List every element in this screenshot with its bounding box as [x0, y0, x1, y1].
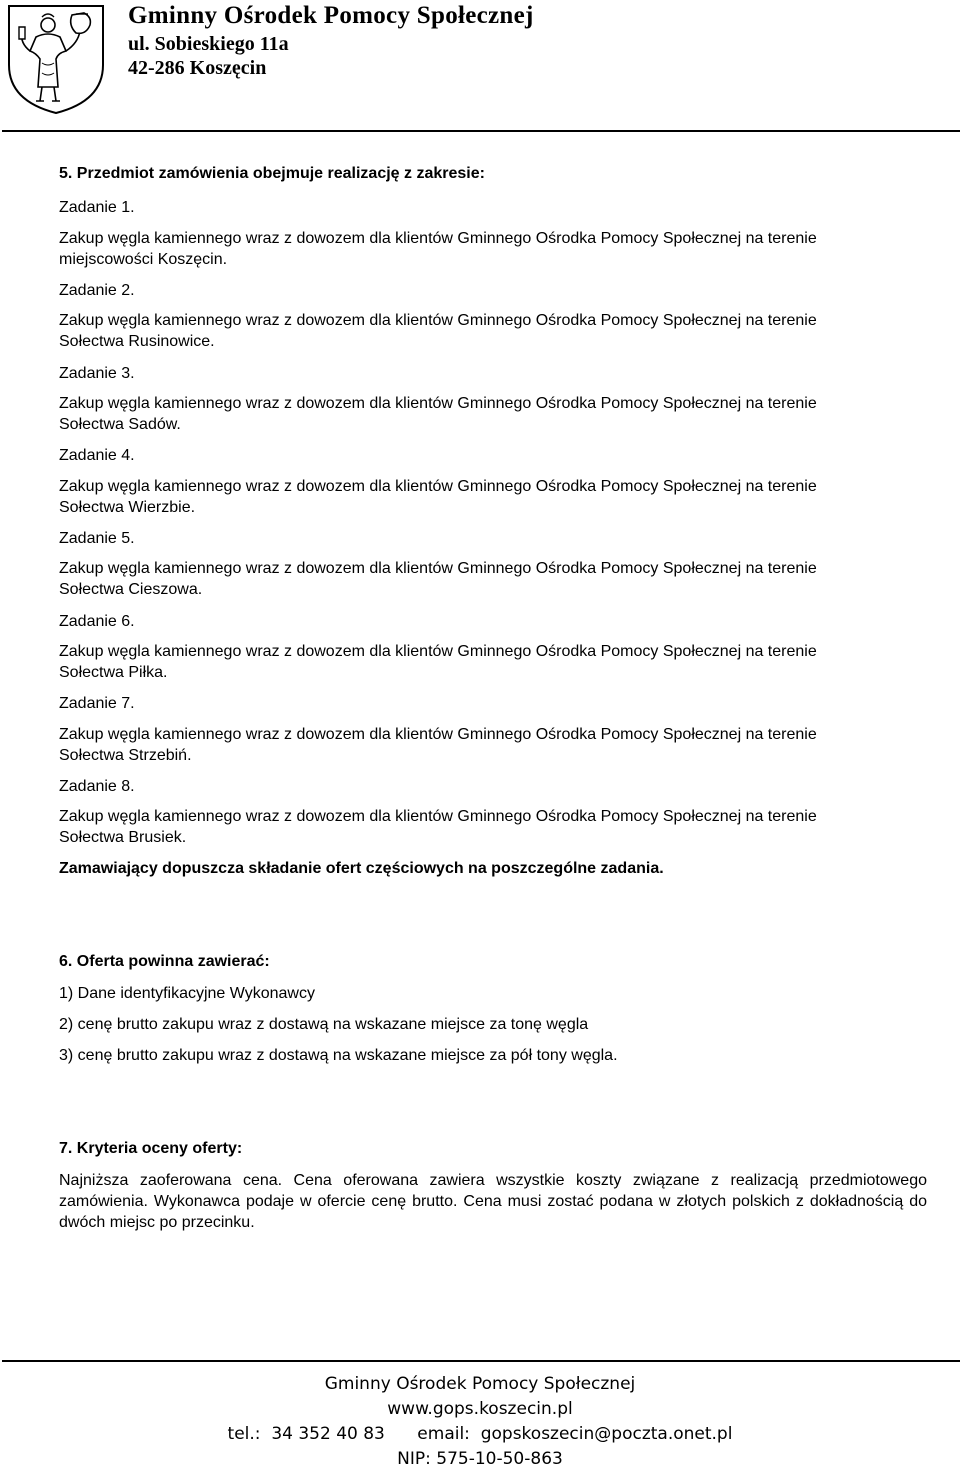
task-4-label: Zadanie 4. — [59, 447, 135, 464]
coat-of-arms-logo — [6, 3, 106, 115]
task-5-text-line1: Zakup węgla kamiennego wraz z dowozem dla klientów Gminnego Ośrodka Pomocy Społecznej na terenie — [59, 560, 817, 577]
task-5-label: Zadanie 5. — [59, 530, 135, 547]
offer-item-2: 2) cenę brutto zakupu wraz z dostawą na wskazane miejsce za tonę węgla — [59, 1016, 589, 1033]
task-6-text-line1: Zakup węgla kamiennego wraz z dowozem dla klientów Gminnego Ośrodka Pomocy Społecznej na terenie — [59, 643, 817, 660]
footer-institution-name: Gminny Ośrodek Pomocy Społecznej — [324, 1374, 636, 1394]
task-2-text-line2: Sołectwa Rusinowice. — [59, 333, 215, 350]
task-3-text-line1: Zakup węgla kamiennego wraz z dowozem dla klientów Gminnego Ośrodka Pomocy Społecznej na terenie — [59, 395, 817, 412]
task-8-label: Zadanie 8. — [59, 778, 135, 795]
header-divider — [2, 130, 960, 132]
footer-nip: NIP: 575-10-50-863 — [397, 1449, 563, 1469]
task-1-text-line2: miejscowości Koszęcin. — [59, 251, 228, 268]
criteria-paragraph: Najniższa zaoferowana cena. Cena oferowana zawiera wszystkie koszty związane z realizacją przedmiotowego zamówienia. Wykonawca podaje w ofercie cenę brutto. Cena musi zostać podana w złotych polskich z dokładnością do dwóch miejsc po przecinku. — [59, 1172, 927, 1231]
task-8-text-line1: Zakup węgla kamiennego wraz z dowozem dla klientów Gminnego Ośrodka Pomocy Społecznej na terenie — [59, 808, 817, 825]
task-4-text-line1: Zakup węgla kamiennego wraz z dowozem dla klientów Gminnego Ośrodka Pomocy Społecznej na terenie — [59, 478, 817, 495]
footer-divider — [2, 1360, 960, 1362]
institution-name: Gminny Ośrodek Pomocy Społecznej — [128, 2, 534, 29]
section-5-heading: 5. Przedmiot zamówienia obejmuje realizację z zakresie: — [59, 165, 485, 182]
partial-offers-note: Zamawiający dopuszcza składanie ofert częściowych na poszczególne zadania. — [59, 860, 664, 877]
footer-website: www.gops.koszecin.pl — [387, 1399, 573, 1419]
task-8-text-line2: Sołectwa Brusiek. — [59, 829, 187, 846]
section-7-heading: 7. Kryteria oceny oferty: — [59, 1140, 243, 1157]
task-1-label: Zadanie 1. — [59, 199, 135, 216]
offer-item-1: 1) Dane identyfikacyjne Wykonawcy — [59, 985, 315, 1002]
task-7-text-line1: Zakup węgla kamiennego wraz z dowozem dla klientów Gminnego Ośrodka Pomocy Społecznej na terenie — [59, 726, 817, 743]
task-1-text-line1: Zakup węgla kamiennego wraz z dowozem dla klientów Gminnego Ośrodka Pomocy Społecznej na terenie — [59, 230, 817, 247]
section-6-heading: 6. Oferta powinna zawierać: — [59, 953, 270, 970]
task-5-text-line2: Sołectwa Cieszowa. — [59, 581, 203, 598]
task-7-label: Zadanie 7. — [59, 695, 135, 712]
institution-city: 42-286 Koszęcin — [128, 57, 267, 79]
task-2-text-line1: Zakup węgla kamiennego wraz z dowozem dla klientów Gminnego Ośrodka Pomocy Społecznej na terenie — [59, 312, 817, 329]
task-6-label: Zadanie 6. — [59, 613, 135, 630]
task-3-label: Zadanie 3. — [59, 365, 135, 382]
task-7-text-line2: Sołectwa Strzebiń. — [59, 747, 192, 764]
task-3-text-line2: Sołectwa Sadów. — [59, 416, 181, 433]
task-6-text-line2: Sołectwa Piłka. — [59, 664, 168, 681]
task-2-label: Zadanie 2. — [59, 282, 135, 299]
task-4-text-line2: Sołectwa Wierzbie. — [59, 499, 196, 516]
institution-street: ul. Sobieskiego 11a — [128, 33, 289, 55]
offer-item-3: 3) cenę brutto zakupu wraz z dostawą na wskazane miejsce za pół tony węgla. — [59, 1047, 618, 1064]
footer-contact: tel.: 34 352 40 83 email: gopskoszecin@poczta.onet.pl — [227, 1424, 733, 1444]
